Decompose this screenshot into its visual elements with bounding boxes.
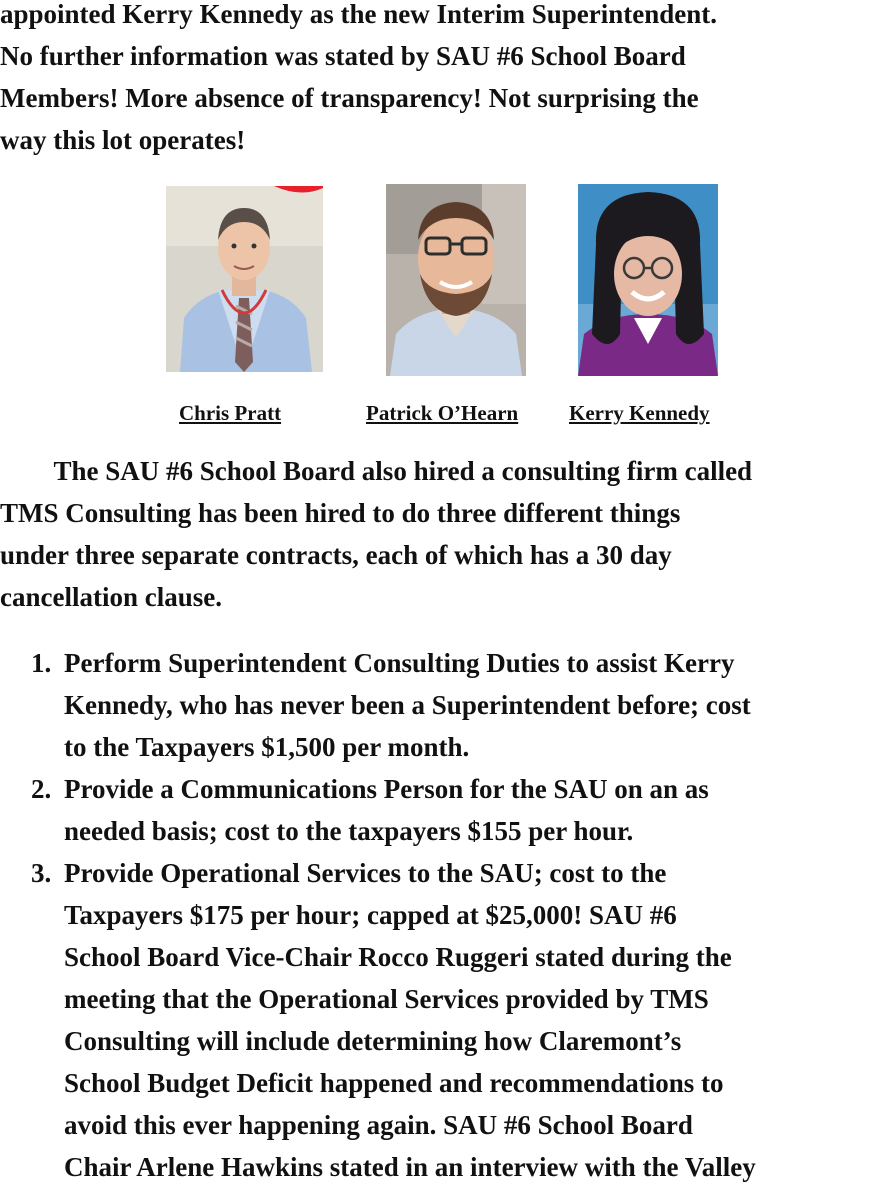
caption-kerry-kennedy: Kerry Kennedy [569,401,710,425]
caption-patrick-ohearn: Patrick O’Hearn [366,401,519,425]
caption-chris-pratt: Chris Pratt [179,401,282,425]
text-line: No further information was stated by SAU #6 School Board [0,41,686,71]
list-item [0,642,756,768]
text-line: Provide a Communications Person for the SAU on an as [64,774,709,804]
list-item [0,768,756,852]
list-number: 1. [31,648,52,678]
body-paragraph [0,450,752,618]
text-line: needed basis; cost to the taxpayers $155 per hour. [64,816,634,846]
list-number: 2. [31,774,52,804]
text-line: cancellation clause. [0,582,222,612]
portrait-patrick-ohearn [386,184,526,376]
photo-row [0,182,880,382]
text-line: to the Taxpayers $1,500 per month. [64,732,470,762]
intro-paragraph [0,0,717,161]
text-line: Perform Superintendent Consulting Duties to assist Kerry [64,648,735,678]
text-line: School Board Vice-Chair Rocco Ruggeri stated during the [64,942,732,972]
text-line: Taxpayers $175 per hour; capped at $25,000! SAU #6 [64,900,677,930]
text-line: Members! More absence of transparency! Not surprising the [0,83,699,113]
text-line: School Budget Deficit happened and recommendations to [64,1068,724,1098]
list-item [0,852,756,1188]
list-number: 3. [31,858,52,888]
text-line: Consulting will include determining how Claremont’s [64,1026,682,1056]
numbered-list [0,642,756,1188]
text-line: Provide Operational Services to the SAU; cost to the [64,858,667,888]
text-line: Kennedy, who has never been a Superintendent before; cost [64,690,751,720]
text-line: way this lot operates! [0,125,246,155]
text-line: The SAU #6 School Board also hired a consulting firm called [0,456,753,486]
text-line: avoid this ever happening again. SAU #6 School Board [64,1110,693,1140]
text-line: Chair Arlene Hawkins stated in an interview with the Valley [64,1152,756,1182]
text-line: TMS Consulting has been hired to do three different things [0,498,681,528]
portrait-chris-pratt [166,186,323,372]
text-line: under three separate contracts, each of which has a 30 day [0,540,672,570]
text-line: meeting that the Operational Services provided by TMS [64,984,709,1014]
portrait-kerry-kennedy [578,184,718,376]
text-line: appointed Kerry Kennedy as the new Interim Superintendent. [0,0,718,29]
